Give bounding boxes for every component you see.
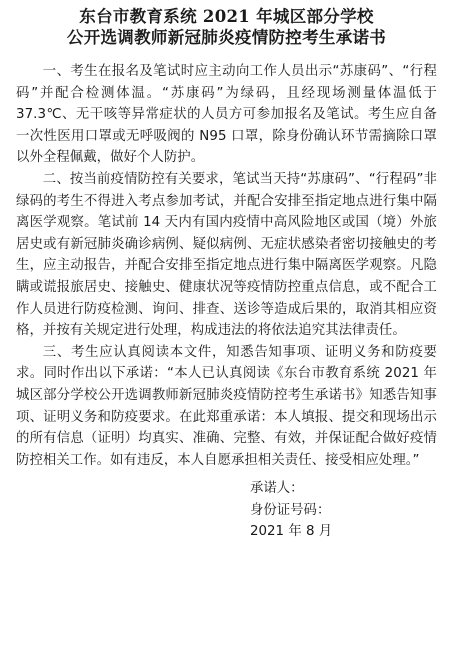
promisor-label: 承诺人： (250, 481, 304, 497)
paragraph-2: 二、按当前疫情防控有关要求，笔试当天持“苏康码”、“行程码”非绿码的考生不得进入考点参加考试，并配合安排至指定地点进行集中隔离医学观察。笔试前 14 天内有国内疫情中高风险地区或国（境）外旅居史或有新冠肺炎确诊病例、疑似病例、无症状感染者密切接触史的考生，应主动报告，并配合安排至指定地点进行集中隔离医学观察。凡隐瞒或谎报旅居史、接触史、健康状况等疫情防控重点信息，或不配合工作人员进行防疫检测、询问、排查、送诊等造成后果的，取消其相应资格，并按有关规定进行处理，构成违法的将依法追究其法律责任。 (16, 171, 437, 339)
document-title-line-2: 公开选调教师新冠肺炎疫情防控考生承诺书 (66, 28, 387, 47)
id-number-label: 身份证号码： (250, 502, 331, 518)
signature-date: 2021 年 8 月 (250, 524, 333, 540)
document-title-line-1: 东台市教育系统 2021 年城区部分学校 (79, 7, 374, 26)
paragraph-3: 三、考生应认真阅读本文件，知悉告知事项、证明义务和防疫要求。同时作出以下承诺：“本人已认真阅读《东台市教育系统 2021 年城区部分学校公开选调教师新冠肺炎疫情防控考生承诺书》知悉告知事项、证明义务和防疫要求。在此郑重承诺：本人填报、提交和现场出示的所有信息（证明）均真实、准确、完整、有效，并保证配合做好疫情防控相关工作。如有违反，本人自愿承担相关责任、接受相应处理。” (16, 344, 437, 468)
paragraph-1: 一、考生在报名及笔试时应主动向工作人员出示“苏康码”、“行程码”并配合检测体温。“苏康码”为绿码，且经现场测量体温低于37.3℃、无干咳等异常症状的人员方可参加报名及笔试。考生应自备一次性医用口罩或无呼吸阀的 N95 口罩，除身份确认环节需摘除口罩以外全程佩戴，做好个人防护。 (16, 64, 437, 166)
